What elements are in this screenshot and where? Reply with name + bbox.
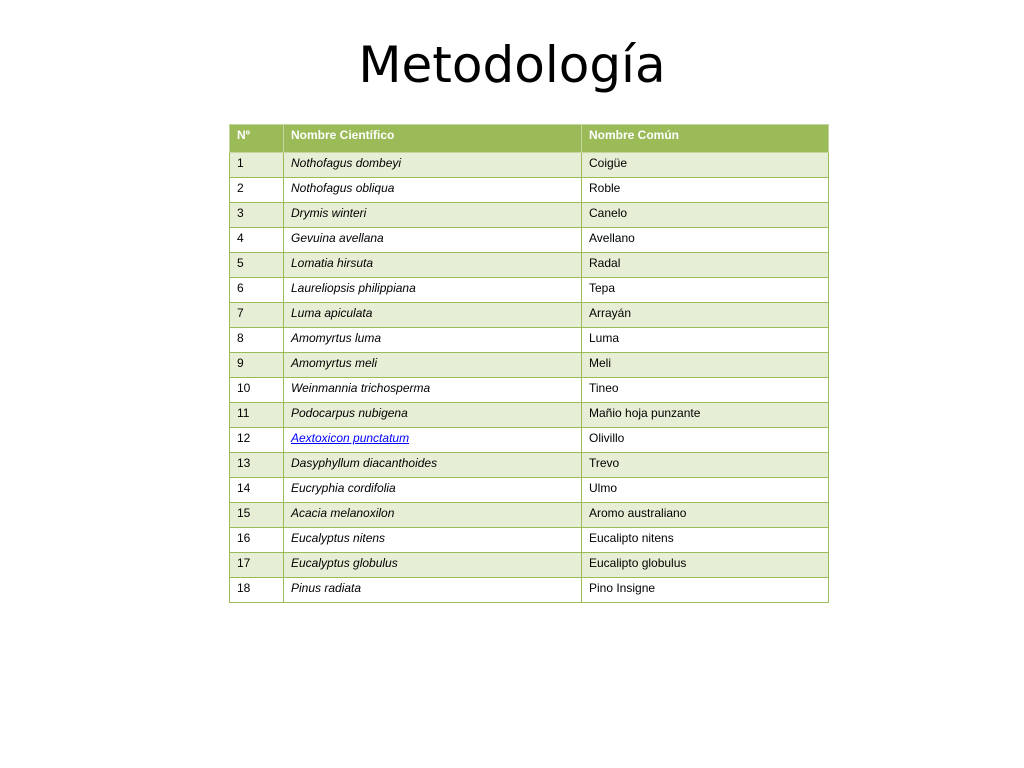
cell-scientific-name: Eucryphia cordifolia — [291, 481, 396, 495]
cell-number: 6 — [230, 278, 284, 303]
cell-number: 5 — [230, 253, 284, 278]
table-row — [230, 278, 829, 303]
species-table — [229, 124, 829, 603]
cell-scientific — [284, 153, 582, 178]
cell-common-name: Meli — [582, 353, 829, 378]
cell-scientific — [284, 203, 582, 228]
cell-number: 13 — [230, 453, 284, 478]
cell-scientific — [284, 278, 582, 303]
cell-common-name: Roble — [582, 178, 829, 203]
table-row — [230, 528, 829, 553]
cell-number: 2 — [230, 178, 284, 203]
cell-scientific-name: Gevuina avellana — [291, 231, 384, 245]
cell-common-name: Mañio hoja punzante — [582, 403, 829, 428]
cell-scientific-name: Lomatia hirsuta — [291, 256, 374, 270]
species-table-body — [230, 153, 829, 603]
table-row — [230, 253, 829, 278]
cell-common-name: Coigüe — [582, 153, 829, 178]
cell-scientific — [284, 478, 582, 503]
cell-common-name: Canelo — [582, 203, 829, 228]
table-row — [230, 353, 829, 378]
cell-common-name: Aromo australiano — [582, 503, 829, 528]
cell-scientific — [284, 353, 582, 378]
cell-common-name: Eucalipto nitens — [582, 528, 829, 553]
table-row — [230, 553, 829, 578]
table-row — [230, 228, 829, 253]
header-number: Nº — [230, 125, 284, 153]
cell-common-name: Tineo — [582, 378, 829, 403]
table-row — [230, 578, 829, 603]
table-row — [230, 378, 829, 403]
cell-common-name: Eucalipto globulus — [582, 553, 829, 578]
cell-scientific — [284, 553, 582, 578]
cell-scientific-name: Amomyrtus luma — [291, 331, 382, 345]
cell-scientific-name: Podocarpus nubigena — [291, 406, 408, 420]
cell-scientific[interactable] — [284, 428, 582, 453]
cell-common-name: Pino Insigne — [582, 578, 829, 603]
cell-common-name: Avellano — [582, 228, 829, 253]
cell-scientific-name: Dasyphyllum diacanthoides — [291, 456, 438, 470]
table-row — [230, 478, 829, 503]
cell-scientific-name: Acacia melanoxilon — [291, 506, 395, 520]
cell-scientific-name: Pinus radiata — [291, 581, 362, 595]
table-row — [230, 453, 829, 478]
cell-scientific-name: Laureliopsis philippiana — [291, 281, 416, 295]
cell-number: 1 — [230, 153, 284, 178]
cell-scientific-name: Luma apiculata — [291, 306, 373, 320]
cell-scientific — [284, 578, 582, 603]
cell-scientific-name: Drymis winteri — [291, 206, 367, 220]
scientific-name-link[interactable]: Aextoxicon punctatum — [291, 431, 410, 445]
cell-common-name: Arrayán — [582, 303, 829, 328]
cell-number: 15 — [230, 503, 284, 528]
cell-common-name: Ulmo — [582, 478, 829, 503]
cell-scientific-name: Amomyrtus meli — [291, 356, 378, 370]
cell-scientific — [284, 503, 582, 528]
cell-number: 10 — [230, 378, 284, 403]
table-header-row — [230, 125, 829, 153]
cell-number: 9 — [230, 353, 284, 378]
table-row — [230, 203, 829, 228]
cell-number: 14 — [230, 478, 284, 503]
cell-number: 11 — [230, 403, 284, 428]
cell-number: 8 — [230, 328, 284, 353]
slide-title: Metodología — [358, 36, 666, 94]
cell-number: 12 — [230, 428, 284, 453]
table-row — [230, 403, 829, 428]
cell-common-name: Trevo — [582, 453, 829, 478]
cell-scientific — [284, 253, 582, 278]
cell-scientific — [284, 403, 582, 428]
cell-common-name: Luma — [582, 328, 829, 353]
cell-common-name: Tepa — [582, 278, 829, 303]
cell-scientific-name: Eucalyptus nitens — [291, 531, 386, 545]
table-row — [230, 428, 829, 453]
table-row — [230, 178, 829, 203]
cell-number: 18 — [230, 578, 284, 603]
cell-scientific-name: Eucalyptus globulus — [291, 556, 398, 570]
header-scientific-name: Nombre Científico — [284, 125, 582, 153]
table-row — [230, 303, 829, 328]
cell-number: 7 — [230, 303, 284, 328]
cell-scientific — [284, 178, 582, 203]
cell-scientific — [284, 378, 582, 403]
cell-scientific-name: Weinmannia trichosperma — [291, 381, 431, 395]
table-row — [230, 503, 829, 528]
cell-scientific-name: Nothofagus obliqua — [291, 181, 395, 195]
cell-scientific — [284, 528, 582, 553]
cell-number: 3 — [230, 203, 284, 228]
cell-scientific — [284, 303, 582, 328]
cell-scientific — [284, 453, 582, 478]
cell-scientific — [284, 228, 582, 253]
cell-number: 4 — [230, 228, 284, 253]
cell-scientific-name: Nothofagus dombeyi — [291, 156, 402, 170]
cell-common-name: Radal — [582, 253, 829, 278]
cell-common-name: Olivillo — [582, 428, 829, 453]
cell-scientific — [284, 328, 582, 353]
cell-number: 17 — [230, 553, 284, 578]
table-row — [230, 153, 829, 178]
table-row — [230, 328, 829, 353]
header-common-name: Nombre Común — [582, 125, 829, 153]
cell-number: 16 — [230, 528, 284, 553]
